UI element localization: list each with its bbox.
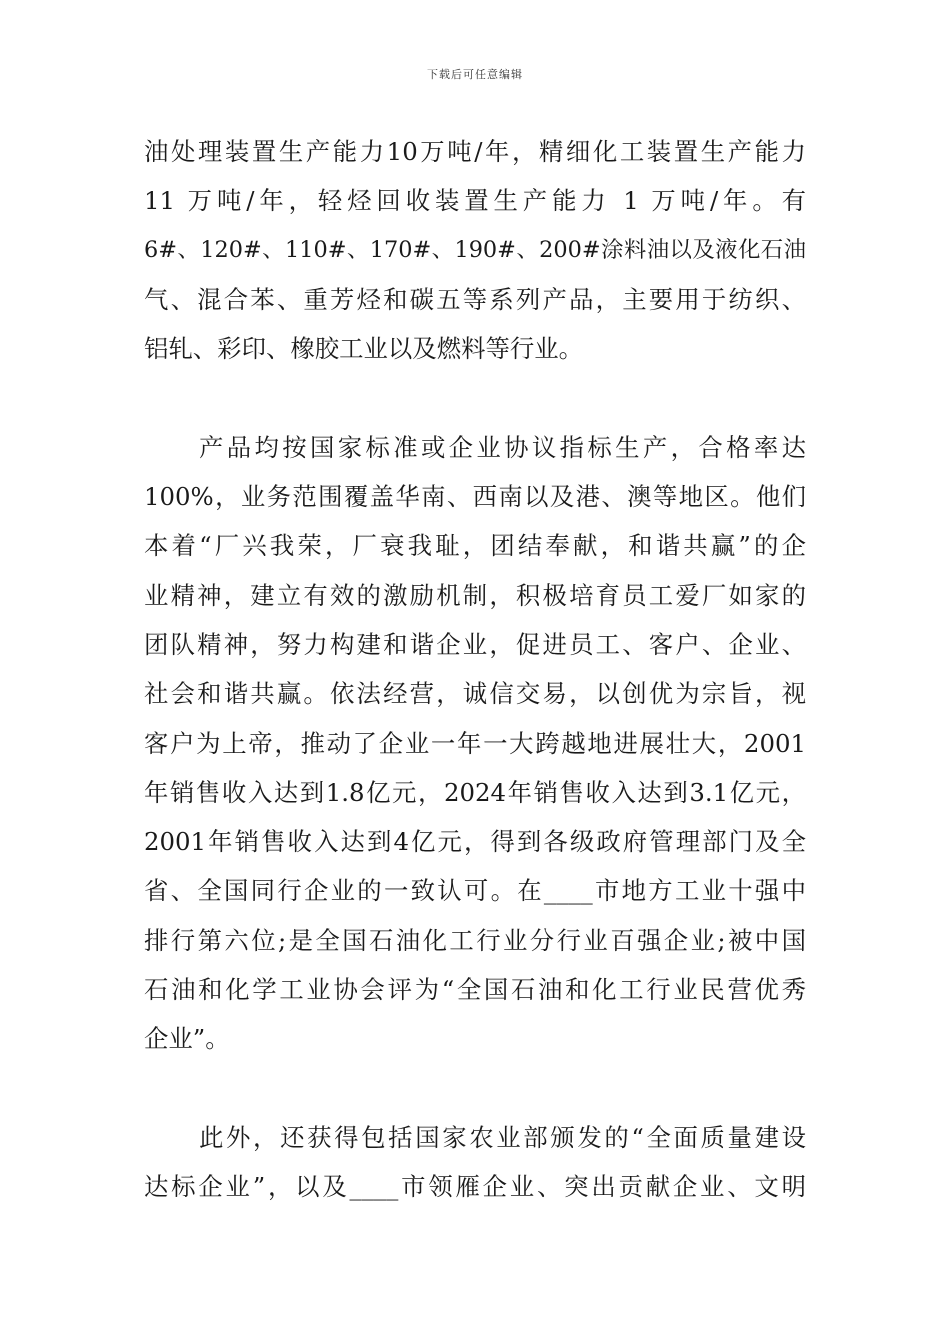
text-line: 产品均按国家标准或企业协议指标生产，合格率达 xyxy=(199,432,806,462)
text-line: 本着“厂兴我荣，厂衰我耻，团结奉献，和谐共赢”的企 xyxy=(144,531,806,561)
text-line: 2001年销售收入达到4亿元，得到各级政府管理部门及全 xyxy=(144,827,806,857)
text-line: 业精神，建立有效的激励机制，积极培育员工爱厂如家的 xyxy=(144,580,806,610)
paragraph xyxy=(144,127,806,373)
text-line: 石油和化学工业协会评为“全国石油和化工行业民营优秀 xyxy=(144,975,806,1005)
text-line: 气、混合苯、重芳烃和碳五等系列产品，主要用于纺织、 xyxy=(144,284,806,314)
text-line: 企业”。 xyxy=(144,1024,230,1054)
text-line: 社会和谐共赢。依法经营，诚信交易，以创优为宗旨，视 xyxy=(144,679,806,709)
text-line: 客户为上帝，推动了企业一年一大跨越地进展壮大，2001 xyxy=(144,728,806,758)
paragraph-gap xyxy=(144,373,806,422)
text-line: 年销售收入达到1.8亿元，2024年销售收入达到3.1亿元， xyxy=(144,777,806,807)
text-line: 团队精神，努力构建和谐企业，促进员工、客户、企业、 xyxy=(144,629,806,659)
text-line: 达标企业”，以及____市领雁企业、突出贡献企业、文明 xyxy=(144,1172,806,1202)
text-line: 此外，还获得包括国家农业部颁发的“全面质量建设 xyxy=(199,1122,806,1152)
text-line: 铝轧、彩印、橡胶工业以及燃料等行业。 xyxy=(144,334,584,364)
paragraph-gap xyxy=(144,1064,806,1113)
paragraph xyxy=(144,1113,806,1212)
text-line: 11 万吨/年，轻烃回收装置生产能力 1 万吨/年。有 xyxy=(144,186,806,216)
document-body xyxy=(144,127,806,1212)
text-line: 排行第六位;是全国石油化工行业分行业百强企业;被中国 xyxy=(144,925,806,955)
text-line: 6#、120#、110#、170#、190#、200#涂料油以及液化石油 xyxy=(144,236,806,263)
text-line: 油处理装置生产能力10万吨/年，精细化工装置生产能力 xyxy=(144,137,806,166)
paragraph xyxy=(144,423,806,1064)
page-header: 下载后可任意编辑 xyxy=(427,68,523,81)
text-line: 100%，业务范围覆盖华南、西南以及港、澳等地区。他们 xyxy=(144,482,806,512)
text-line: 省、全国同行企业的一致认可。在____市地方工业十强中 xyxy=(144,876,806,906)
